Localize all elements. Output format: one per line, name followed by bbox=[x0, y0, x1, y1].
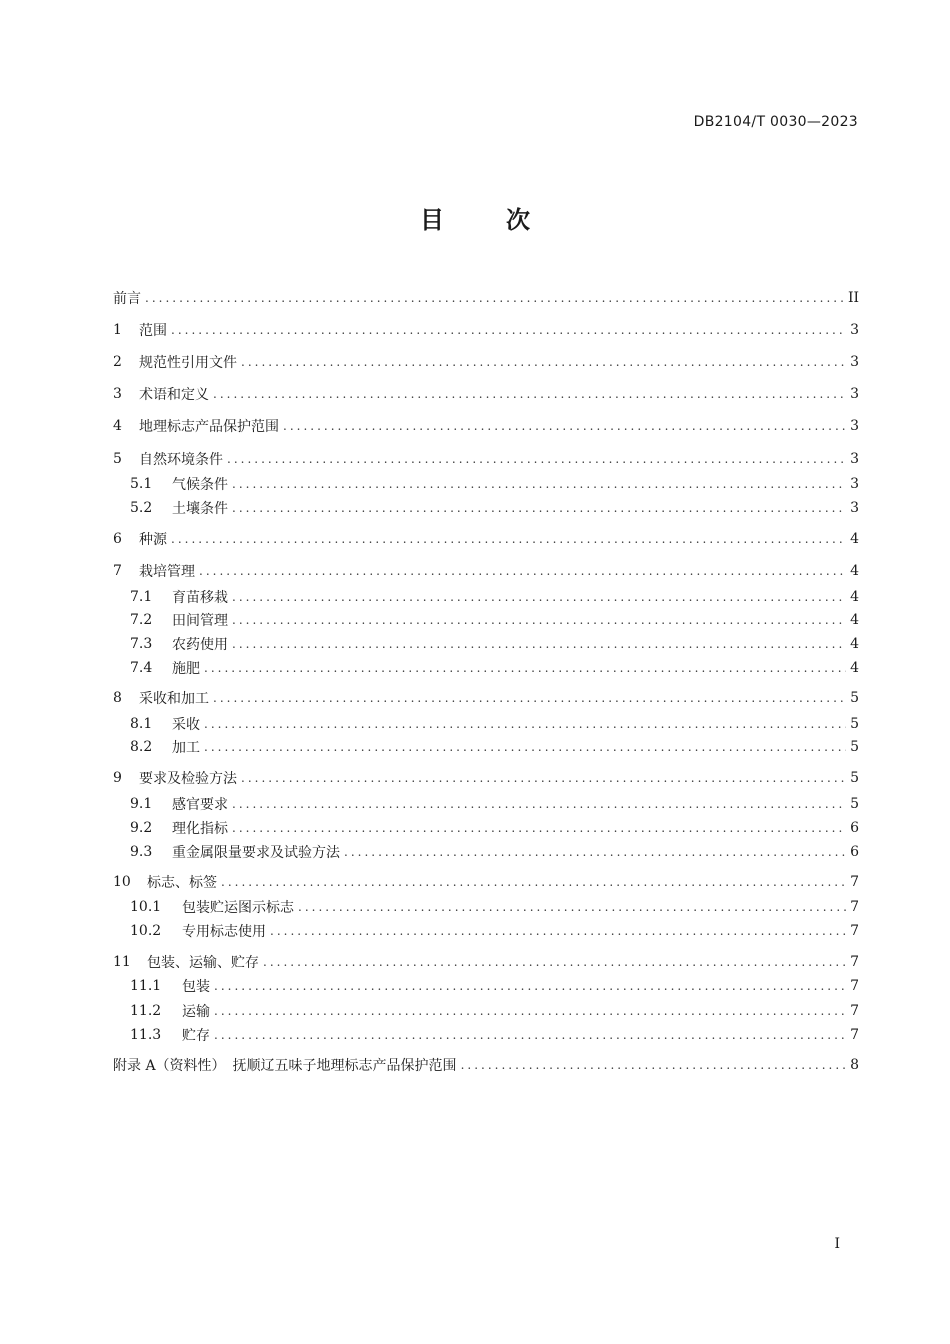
toc-leader-dots bbox=[232, 613, 846, 627]
toc-leader-dots bbox=[461, 1058, 847, 1072]
toc-entry-number: 6 bbox=[113, 531, 122, 547]
toc-entry-page: 7 bbox=[850, 1003, 859, 1019]
toc-entry-page: 4 bbox=[850, 612, 859, 628]
page-number: I bbox=[834, 1236, 840, 1252]
toc-entry-label: 栽培管理 bbox=[139, 564, 195, 580]
toc-leader-dots bbox=[232, 637, 846, 651]
toc-entry-number: 5 bbox=[113, 451, 122, 467]
toc-entry-page: 7 bbox=[850, 899, 859, 915]
toc-leader-dots bbox=[227, 452, 846, 466]
toc-title-char-1: 目 bbox=[420, 206, 444, 234]
toc-entry-page: 4 bbox=[850, 563, 859, 579]
toc-entry[interactable] bbox=[113, 974, 859, 998]
toc-leader-dots bbox=[232, 821, 846, 835]
toc-entry[interactable] bbox=[113, 1053, 859, 1077]
toc-entry-number: 10.2 bbox=[130, 923, 162, 939]
toc-entry-number: 5.1 bbox=[130, 476, 153, 492]
toc-entry[interactable] bbox=[113, 286, 859, 310]
toc-entry[interactable] bbox=[113, 919, 859, 943]
toc-entry-label: 规范性引用文件 bbox=[139, 355, 237, 371]
toc-entry[interactable] bbox=[113, 350, 859, 374]
toc-entry-number: 11.2 bbox=[130, 1003, 162, 1019]
toc-entry-number: 11 bbox=[113, 954, 131, 970]
toc-entry-label: 要求及检验方法 bbox=[139, 771, 237, 787]
toc-entry[interactable] bbox=[113, 318, 859, 342]
toc-entry-page: 3 bbox=[850, 418, 859, 434]
toc-entry-page: 6 bbox=[850, 844, 859, 860]
toc-entry[interactable] bbox=[113, 496, 859, 520]
toc-entry-number: 8 bbox=[113, 690, 122, 706]
toc-entry[interactable] bbox=[113, 656, 859, 680]
toc-entry-page: 7 bbox=[850, 874, 859, 890]
toc-leader-dots bbox=[145, 291, 844, 305]
toc-leader-dots bbox=[232, 477, 846, 491]
toc-entry-label: 标志、标签 bbox=[147, 875, 217, 891]
toc-entry-label: 理化指标 bbox=[172, 821, 228, 837]
toc-entry-number: 11.1 bbox=[130, 978, 162, 994]
toc-entry-number: 7.1 bbox=[130, 589, 153, 605]
toc-entry-page: 4 bbox=[850, 589, 859, 605]
toc-entry-number: 10.1 bbox=[130, 899, 162, 915]
toc-entry-page: 6 bbox=[850, 820, 859, 836]
toc-entry-label: 自然环境条件 bbox=[139, 452, 223, 468]
toc-leader-dots bbox=[204, 661, 846, 675]
toc-leader-dots bbox=[232, 501, 846, 515]
toc-entry[interactable] bbox=[113, 950, 859, 974]
toc-entry[interactable] bbox=[113, 472, 859, 496]
toc-entry[interactable] bbox=[113, 559, 859, 583]
toc-entry[interactable] bbox=[113, 735, 859, 759]
toc-entry-label: 种源 bbox=[139, 532, 167, 548]
toc-entry-label: 贮存 bbox=[182, 1028, 210, 1044]
toc-leader-dots bbox=[241, 355, 846, 369]
toc-entry-page: 7 bbox=[850, 923, 859, 939]
toc-entry[interactable] bbox=[113, 632, 859, 656]
toc-entry[interactable] bbox=[113, 895, 859, 919]
toc-leader-dots bbox=[171, 323, 846, 337]
toc-entry-page: 7 bbox=[850, 978, 859, 994]
toc-entry-number: 7.4 bbox=[130, 660, 153, 676]
toc-entry-label: 重金属限量要求及试验方法 bbox=[172, 845, 340, 861]
toc-entry[interactable] bbox=[113, 766, 859, 790]
toc-entry-page: 7 bbox=[850, 1027, 859, 1043]
toc-entry-label: 感官要求 bbox=[172, 797, 228, 813]
toc-leader-dots bbox=[199, 564, 846, 578]
toc-entry-page: 8 bbox=[850, 1057, 859, 1073]
toc-entry-page: 7 bbox=[850, 954, 859, 970]
toc-entry-page: II bbox=[847, 290, 859, 306]
toc-entry[interactable] bbox=[113, 999, 859, 1023]
toc-entry-label: 包装、运输、贮存 bbox=[147, 955, 259, 971]
toc-entry-page: 4 bbox=[850, 636, 859, 652]
toc-leader-dots bbox=[214, 979, 846, 993]
toc-entry-number: 8.1 bbox=[130, 716, 153, 732]
toc-entry-label: 专用标志使用 bbox=[182, 924, 266, 940]
toc-entry[interactable] bbox=[113, 792, 859, 816]
toc-leader-dots bbox=[283, 419, 846, 433]
toc-leader-dots bbox=[213, 691, 846, 705]
toc-entry-page: 3 bbox=[850, 451, 859, 467]
toc-leader-dots bbox=[263, 955, 846, 969]
toc-entry-label: 包装贮运图示标志 bbox=[182, 900, 294, 916]
toc-entry-number: 9 bbox=[113, 770, 122, 786]
toc-leader-dots bbox=[213, 387, 846, 401]
toc-entry-number: 8.2 bbox=[130, 739, 153, 755]
toc-leader-dots bbox=[214, 1004, 846, 1018]
toc-entry-number: 5.2 bbox=[130, 500, 153, 516]
toc-entry-page: 5 bbox=[850, 770, 859, 786]
toc-entry-label: 范围 bbox=[139, 323, 167, 339]
toc-entry-number: 1 bbox=[113, 322, 122, 338]
toc-entry-label: 前言 bbox=[113, 291, 141, 307]
toc-entry-page: 4 bbox=[850, 660, 859, 676]
toc-entry-number: 3 bbox=[113, 386, 122, 402]
toc-entry-label: 包装 bbox=[182, 979, 210, 995]
toc-entry[interactable] bbox=[113, 382, 859, 406]
toc-entry-number: 2 bbox=[113, 354, 122, 370]
toc-entry-page: 3 bbox=[850, 354, 859, 370]
toc-entry-page: 3 bbox=[850, 322, 859, 338]
toc-leader-dots bbox=[232, 590, 846, 604]
toc-entry-page: 5 bbox=[850, 690, 859, 706]
toc-entry-page: 3 bbox=[850, 500, 859, 516]
toc-entry-label: 农药使用 bbox=[172, 637, 228, 653]
toc-entry[interactable] bbox=[113, 447, 859, 471]
toc-entry-label: 土壤条件 bbox=[172, 501, 228, 517]
toc-leader-dots bbox=[214, 1028, 846, 1042]
toc-entry[interactable] bbox=[113, 816, 859, 840]
toc-entry[interactable] bbox=[113, 686, 859, 710]
toc-entry-label: 育苗移栽 bbox=[172, 590, 228, 606]
toc-title bbox=[0, 200, 950, 235]
toc-entry-number: 10 bbox=[113, 874, 131, 890]
toc-leader-dots bbox=[204, 717, 846, 731]
toc-entry[interactable] bbox=[113, 712, 859, 736]
toc-entry[interactable] bbox=[113, 1023, 859, 1047]
toc-entry-label: 气候条件 bbox=[172, 477, 228, 493]
toc-entry-label: 加工 bbox=[172, 740, 200, 756]
toc-entry-page: 5 bbox=[850, 716, 859, 732]
toc-leader-dots bbox=[270, 924, 846, 938]
toc-entry-number: 7.3 bbox=[130, 636, 153, 652]
toc-leader-dots bbox=[171, 532, 846, 546]
toc-entry-label: 术语和定义 bbox=[139, 387, 209, 403]
toc-entry-label: 采收和加工 bbox=[139, 691, 209, 707]
toc-entry[interactable] bbox=[113, 608, 859, 632]
toc-entry[interactable] bbox=[113, 840, 859, 864]
document-code: DB2104/T 0030—2023 bbox=[693, 114, 858, 130]
toc-leader-dots bbox=[344, 845, 846, 859]
toc-entry-number: 7.2 bbox=[130, 612, 153, 628]
toc-entry-number: 7 bbox=[113, 563, 122, 579]
toc-entry-number: 9.2 bbox=[130, 820, 153, 836]
toc-entry-page: 4 bbox=[850, 531, 859, 547]
toc-title-char-2: 次 bbox=[506, 206, 530, 234]
toc-entry[interactable] bbox=[113, 585, 859, 609]
toc-entry-number: 9.1 bbox=[130, 796, 153, 812]
toc-entry[interactable] bbox=[113, 414, 859, 438]
toc-entry-label: 田间管理 bbox=[172, 613, 228, 629]
toc-leader-dots bbox=[232, 797, 846, 811]
toc-leader-dots bbox=[204, 740, 846, 754]
toc-entry-label: 地理标志产品保护范围 bbox=[139, 419, 279, 435]
toc-entry-label: 附录 A（资料性） 抚顺辽五味子地理标志产品保护范围 bbox=[113, 1058, 457, 1074]
toc-entry-page: 5 bbox=[850, 739, 859, 755]
toc-entry[interactable] bbox=[113, 527, 859, 551]
toc-entry-page: 3 bbox=[850, 386, 859, 402]
toc-entry[interactable] bbox=[113, 870, 859, 894]
toc-entry-number: 9.3 bbox=[130, 844, 153, 860]
toc-entry-label: 采收 bbox=[172, 717, 200, 733]
toc-entry-number: 4 bbox=[113, 418, 122, 434]
toc-entry-label: 运输 bbox=[182, 1004, 210, 1020]
toc-entry-label: 施肥 bbox=[172, 661, 200, 677]
toc-entry-number: 11.3 bbox=[130, 1027, 162, 1043]
toc-leader-dots bbox=[241, 771, 846, 785]
toc-entry-page: 3 bbox=[850, 476, 859, 492]
toc-leader-dots bbox=[221, 875, 846, 889]
toc-leader-dots bbox=[298, 900, 846, 914]
toc-entry-page: 5 bbox=[850, 796, 859, 812]
